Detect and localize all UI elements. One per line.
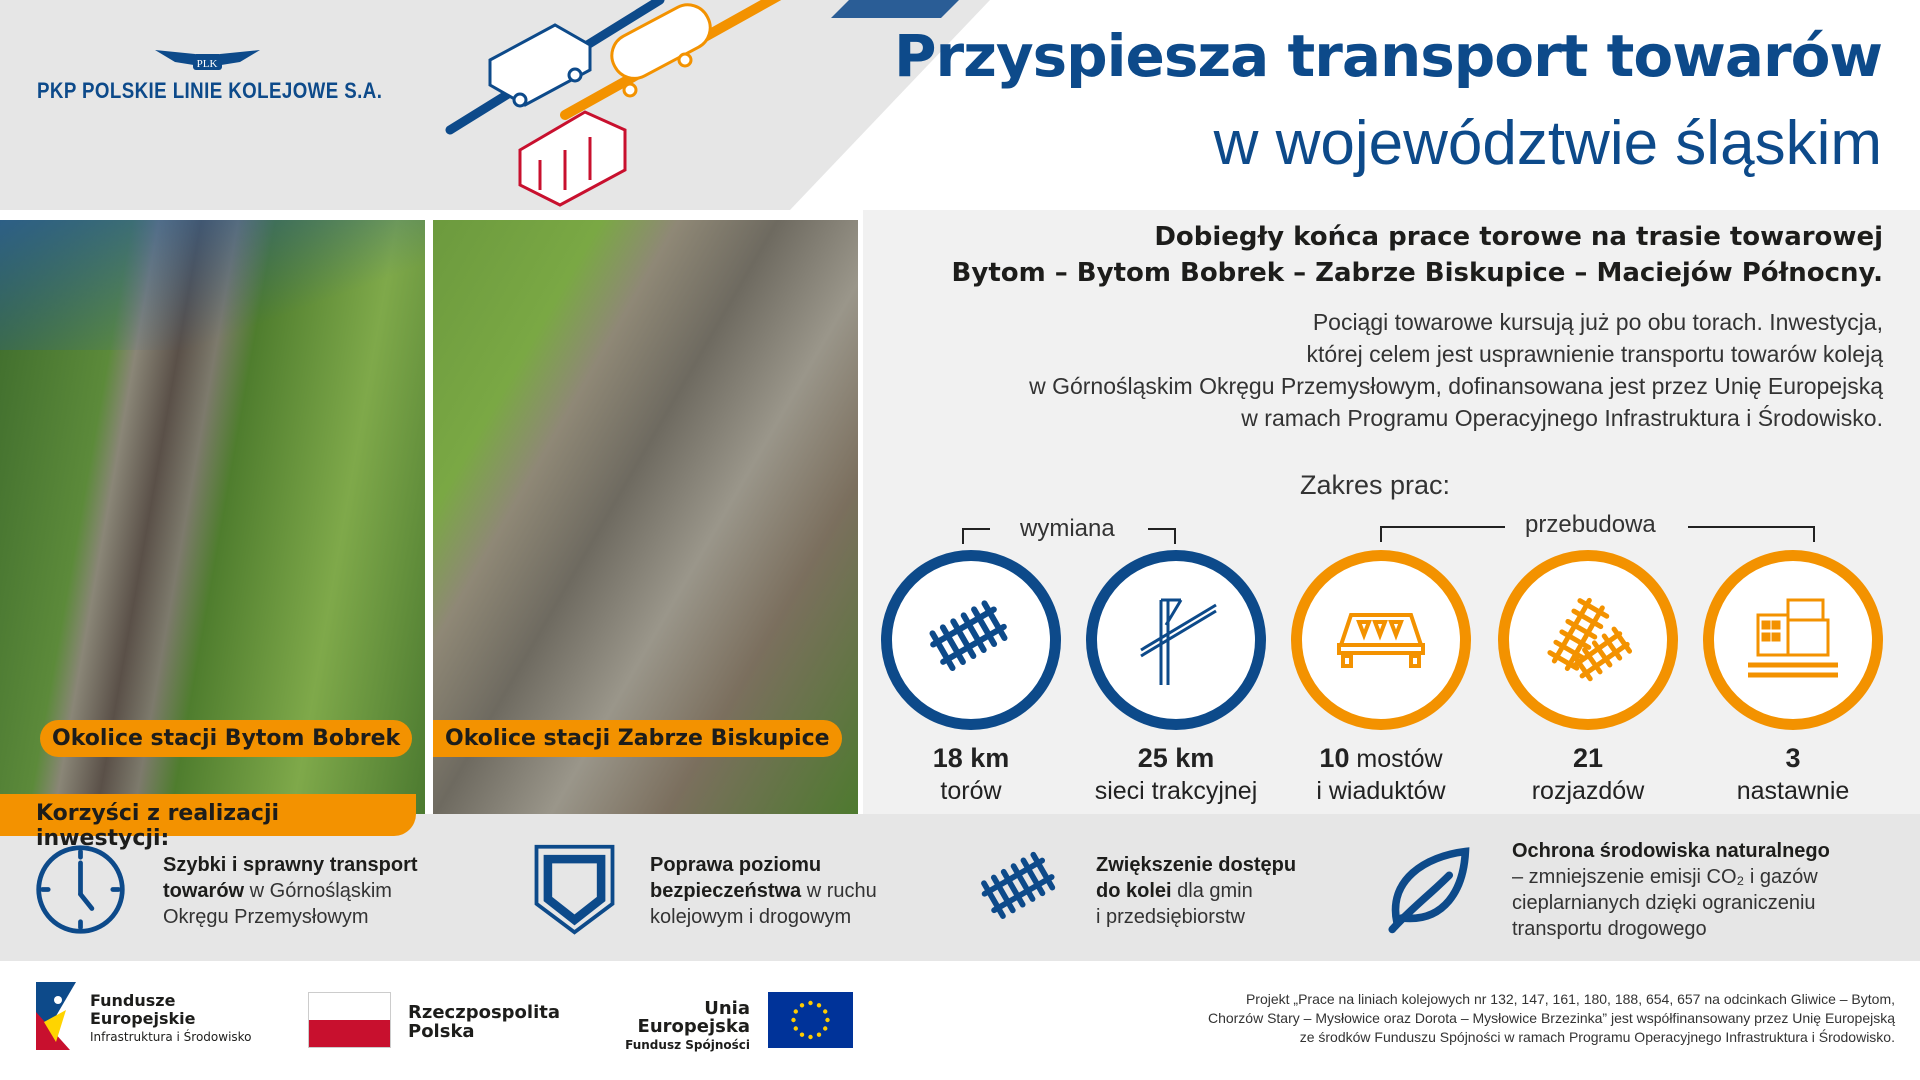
catenary-icon: [1126, 590, 1226, 690]
scope-stat: 3 nastawnie: [1736, 743, 1850, 805]
track-icon: [921, 590, 1021, 690]
fundusze-europejskie-logo: [36, 982, 86, 1050]
signal-box-icon: [1743, 590, 1843, 690]
leaf-icon: [1378, 842, 1473, 937]
freight-wagons-illustration: [440, 0, 860, 210]
photo-caption: Okolice stacji Bytom Bobrek: [40, 720, 412, 757]
scope-title: Zakres prac:: [1300, 470, 1451, 500]
benefit-text: Szybki i sprawny transport towarów w Górnośląskim Okręgu Przemysłowym: [163, 854, 418, 928]
project-note: Projekt „Prace na liniach kolejowych nr 132, 147, 161, 180, 188, 654, 657 na odcinkach Gliwice – Bytom, Chorzów Stary – Mysłowice oraz Dorota – Mysłowice Brzezinka” jest współfinansowany przez Unię Europejską ze środków Funduszu Spójności w ramach Programu Operacyjnego Infrastruktura i Środowisko.: [1207, 991, 1895, 1045]
shield-icon: [527, 842, 622, 937]
fe-label: Fundusze Europejskie Infrastruktura i Środowisko: [90, 991, 252, 1044]
intro-heading-1: Dobiegły końca prace torowe na trasie towarowej: [1154, 222, 1883, 252]
photo-bytom-bobrek: [0, 220, 425, 814]
intro-heading-2: Bytom – Bytom Bobrek – Zabrze Biskupice – Maciejów Północny.: [951, 258, 1883, 288]
scope-circle-bridge-icon: [1291, 550, 1471, 730]
group-label-replace: wymiana: [1020, 515, 1115, 542]
benefit-text: Poprawa poziomu bezpieczeństwa w ruchu kolejowym i drogowym: [650, 854, 877, 928]
scope-circle-catenary-icon: [1086, 550, 1266, 730]
bracket: [1688, 526, 1815, 542]
bracket: [1148, 528, 1176, 544]
plk-logo-text: PKP POLSKIE LINIE KOLEJOWE S.A.: [37, 78, 383, 103]
page-title: Przyspiesza transport towarów: [893, 22, 1882, 90]
scope-stat: 25 km sieci trakcyjnej: [1094, 743, 1258, 805]
group-label-rebuild: przebudowa: [1525, 511, 1656, 538]
scope-circle-switch-icon: [1498, 550, 1678, 730]
page-subtitle: w województwie śląskim: [1213, 109, 1882, 178]
switch-icon: [1538, 590, 1638, 690]
scope-stat: 10 mostów i wiaduktów: [1316, 743, 1446, 805]
bridge-icon: [1331, 590, 1431, 690]
svg-text:PLK: PLK: [196, 58, 218, 70]
clock-icon: [33, 842, 128, 937]
bracket: [962, 528, 990, 544]
polish-flag-icon: [308, 992, 391, 1048]
benefits-title: Korzyści z realizacji inwestycji:: [0, 794, 416, 836]
scope-circle-signal-box-icon: [1703, 550, 1883, 730]
scope-stat: 21 rozjazdów: [1531, 743, 1645, 805]
photo-caption: Okolice stacji Zabrze Biskupice: [433, 720, 842, 757]
ue-label: Unia Europejska Fundusz Spójności: [625, 998, 750, 1052]
bracket: [1380, 526, 1505, 542]
photo-zabrze-biskupice: [433, 220, 858, 814]
track-icon: [973, 842, 1068, 937]
rp-label: Rzeczpospolita Polska: [408, 1002, 560, 1042]
benefit-text: Zwiększenie dostępu do kolei dla gmin i przedsiębiorstw: [1096, 854, 1297, 928]
plk-logo-emblem: [155, 46, 260, 76]
intro-paragraph: Pociągi towarowe kursują już po obu torach. Inwestycja, której celem jest usprawnienie transportu towarów koleją w Górnośląskim Okręgu Przemysłowym, dofinansowana jest przez Unię Europejską w ramach Programu Operacyjnego Infrastruktura i Środowisko.: [1029, 309, 1883, 431]
scope-stat: 18 km torów: [932, 743, 1010, 805]
scope-circle-track-icon: [881, 550, 1061, 730]
eu-flag-icon: [768, 992, 853, 1048]
benefit-text: Ochrona środowiska naturalnego – zmniejszenie emisji CO₂ i gazów cieplarnianych dzięki ograniczeniu transportu drogowego: [1512, 840, 1830, 940]
